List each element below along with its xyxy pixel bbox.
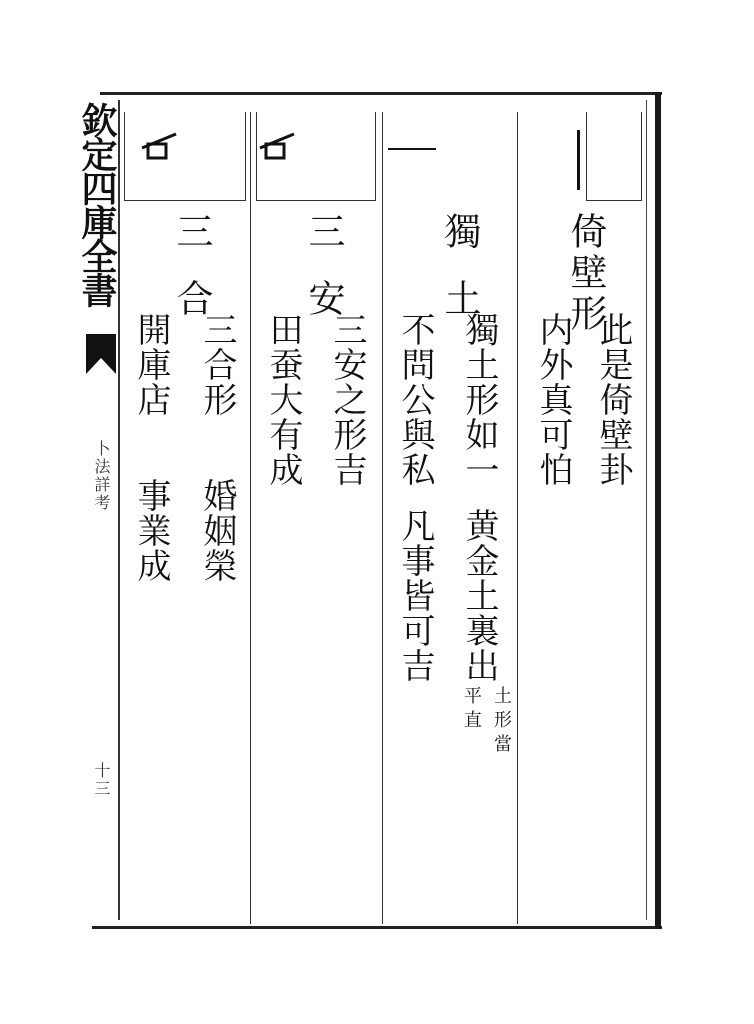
annotation-note: 平直 — [461, 686, 482, 734]
verse-line: 田蚕大有成 — [263, 312, 303, 487]
heading-sanan: 三安 — [302, 212, 345, 346]
heading-yibi: 倚壁形 — [564, 212, 607, 335]
verse-line: 事業成 — [131, 478, 171, 583]
frame-inner-right-border — [646, 100, 647, 920]
sanan-symbol — [258, 128, 298, 164]
verse-line: 内外真可怕 — [533, 312, 573, 487]
verse-line: 三合形 — [197, 312, 237, 417]
column-divider — [517, 112, 518, 924]
dutu-symbol-stroke — [388, 148, 436, 150]
verse-line: 三安之形吉 — [327, 312, 367, 487]
book-title: 卜法詳考 — [92, 440, 111, 512]
frame-right-border — [655, 92, 661, 928]
heading-sanhe: 三合 — [170, 212, 213, 346]
verse-line: 凡事皆可吉 — [395, 508, 435, 683]
frame-bottom-border — [92, 926, 662, 929]
column-divider — [382, 112, 383, 924]
verse-line: 獨土形如一 — [459, 312, 499, 487]
book-header: 欽定四庫全書 — [76, 102, 118, 306]
verse-line: 不問公與私 — [395, 312, 435, 487]
verse-line: 婚姻榮 — [197, 478, 237, 583]
sanhe-symbol — [140, 128, 180, 164]
verse-line: 黄金土裏出 — [459, 508, 499, 683]
fishtail-mark — [86, 334, 116, 374]
verse-line: 開庫店 — [131, 312, 171, 417]
column-divider — [250, 112, 251, 924]
frame-top-border — [100, 92, 662, 95]
yibi-symbol-stroke — [577, 130, 580, 190]
annotation-note: 土形當 — [491, 686, 512, 758]
symbol-box-yibi — [586, 112, 642, 201]
heading-dutu: 獨土 — [438, 212, 481, 346]
page-number: 十三 — [92, 762, 111, 798]
verse-line: 此是倚壁卦 — [593, 312, 633, 487]
